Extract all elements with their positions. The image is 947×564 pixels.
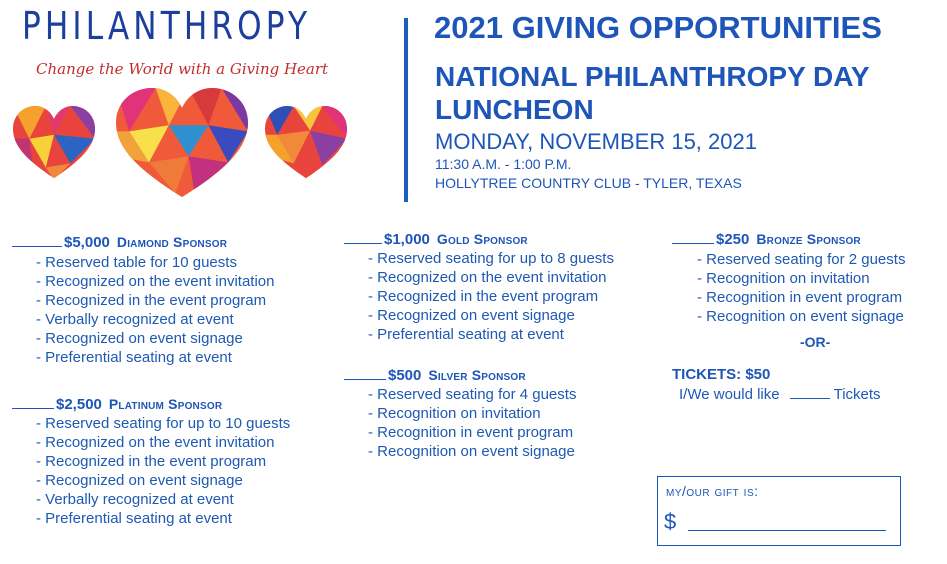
gold-amount: $1,000 — [384, 231, 430, 248]
list-item: - Preferential seating at event — [36, 510, 232, 527]
heart-center-icon — [116, 88, 248, 200]
logo-tagline: Change the World with a Giving Heart — [36, 60, 329, 78]
list-item: - Recognized in the event program — [36, 292, 267, 309]
gold-sponsor-heading — [344, 231, 528, 248]
platinum-amount: $2,500 — [56, 396, 102, 413]
list-item: - Recognized on event signage — [36, 330, 243, 347]
platinum-name: Platinum Sponsor — [108, 396, 223, 412]
page-title: 2021 GIVING OPPORTUNITIES — [434, 10, 882, 45]
list-item: - Recognition on invitation — [368, 405, 541, 422]
platinum-blank[interactable] — [12, 396, 54, 409]
list-item: - Recognition on event signage — [368, 443, 575, 460]
silver-sponsor-heading — [344, 367, 526, 384]
list-item: - Reserved table for 10 guests — [36, 254, 237, 271]
tickets-heading: TICKETS: $50 — [672, 366, 771, 383]
list-item: - Reserved seating for up to 10 guests — [36, 415, 291, 432]
list-item: - Preferential seating at event — [368, 326, 564, 343]
list-item: - Reserved seating for 2 guests — [697, 251, 906, 268]
tickets-suffix: Tickets — [833, 386, 881, 403]
bronze-benefits-list — [697, 250, 905, 326]
hearts-illustration — [10, 86, 350, 204]
or-separator: -OR- — [800, 334, 831, 350]
event-venue: HOLLYTREE COUNTRY CLUB - TYLER, TEXAS — [435, 175, 742, 191]
silver-benefits-list — [368, 385, 576, 461]
bronze-amount: $250 — [716, 231, 750, 248]
event-date: MONDAY, NOVEMBER 15, 2021 — [435, 129, 757, 154]
list-item: - Recognition in event program — [368, 424, 574, 441]
list-item: - Recognized on event signage — [368, 307, 575, 324]
gold-name: Gold Sponsor — [436, 231, 528, 247]
diamond-blank[interactable] — [12, 234, 62, 247]
gift-label: my/our gift is: — [666, 483, 759, 499]
heart-right-icon — [265, 106, 347, 180]
silver-blank[interactable] — [344, 367, 386, 380]
list-item: - Verbally recognized at event — [36, 491, 234, 508]
silver-name: Silver Sponsor — [428, 367, 526, 383]
event-time: 11:30 A.M. - 1:00 P.M. — [435, 156, 572, 172]
list-item: - Recognized on event signage — [36, 472, 243, 489]
tickets-prefix: I/We would like — [679, 386, 780, 403]
heart-left-icon — [13, 106, 95, 180]
bronze-sponsor-heading — [672, 231, 861, 248]
list-item: - Recognized in the event program — [368, 288, 599, 305]
diamond-sponsor-heading — [12, 234, 227, 251]
tickets-quantity-line — [679, 386, 881, 403]
platinum-benefits-list — [36, 414, 290, 528]
list-item: - Recognition on invitation — [697, 270, 870, 287]
list-item: - Recognized in the event program — [36, 453, 267, 470]
list-item: - Recognized on the event invitation — [368, 269, 607, 286]
tickets-quantity-blank[interactable] — [790, 398, 830, 399]
bronze-blank[interactable] — [672, 231, 714, 244]
list-item: - Recognized on the event invitation — [36, 434, 275, 451]
gift-amount-blank[interactable] — [688, 530, 886, 531]
list-item: - Preferential seating at event — [36, 349, 232, 366]
event-name: NATIONAL PHILANTHROPY DAY LUNCHEON — [435, 61, 870, 125]
philanthropy-logo-word: PHILANTHROPY — [22, 4, 312, 48]
list-item: - Recognition on event signage — [697, 308, 904, 325]
list-item: - Verbally recognized at event — [36, 311, 234, 328]
diamond-name: Diamond Sponsor — [116, 234, 228, 250]
list-item: - Recognized on the event invitation — [36, 273, 275, 290]
platinum-sponsor-heading — [12, 396, 222, 413]
gift-currency: $ — [664, 509, 677, 534]
header-divider — [404, 18, 408, 202]
diamond-amount: $5,000 — [64, 234, 110, 251]
list-item: - Recognition in event program — [697, 289, 903, 306]
silver-amount: $500 — [388, 367, 422, 384]
diamond-benefits-list — [36, 253, 274, 367]
list-item: - Reserved seating for 4 guests — [368, 386, 577, 403]
gold-benefits-list — [368, 249, 614, 344]
gold-blank[interactable] — [344, 231, 382, 244]
list-item: - Reserved seating for up to 8 guests — [368, 250, 614, 267]
bronze-name: Bronze Sponsor — [756, 231, 861, 247]
